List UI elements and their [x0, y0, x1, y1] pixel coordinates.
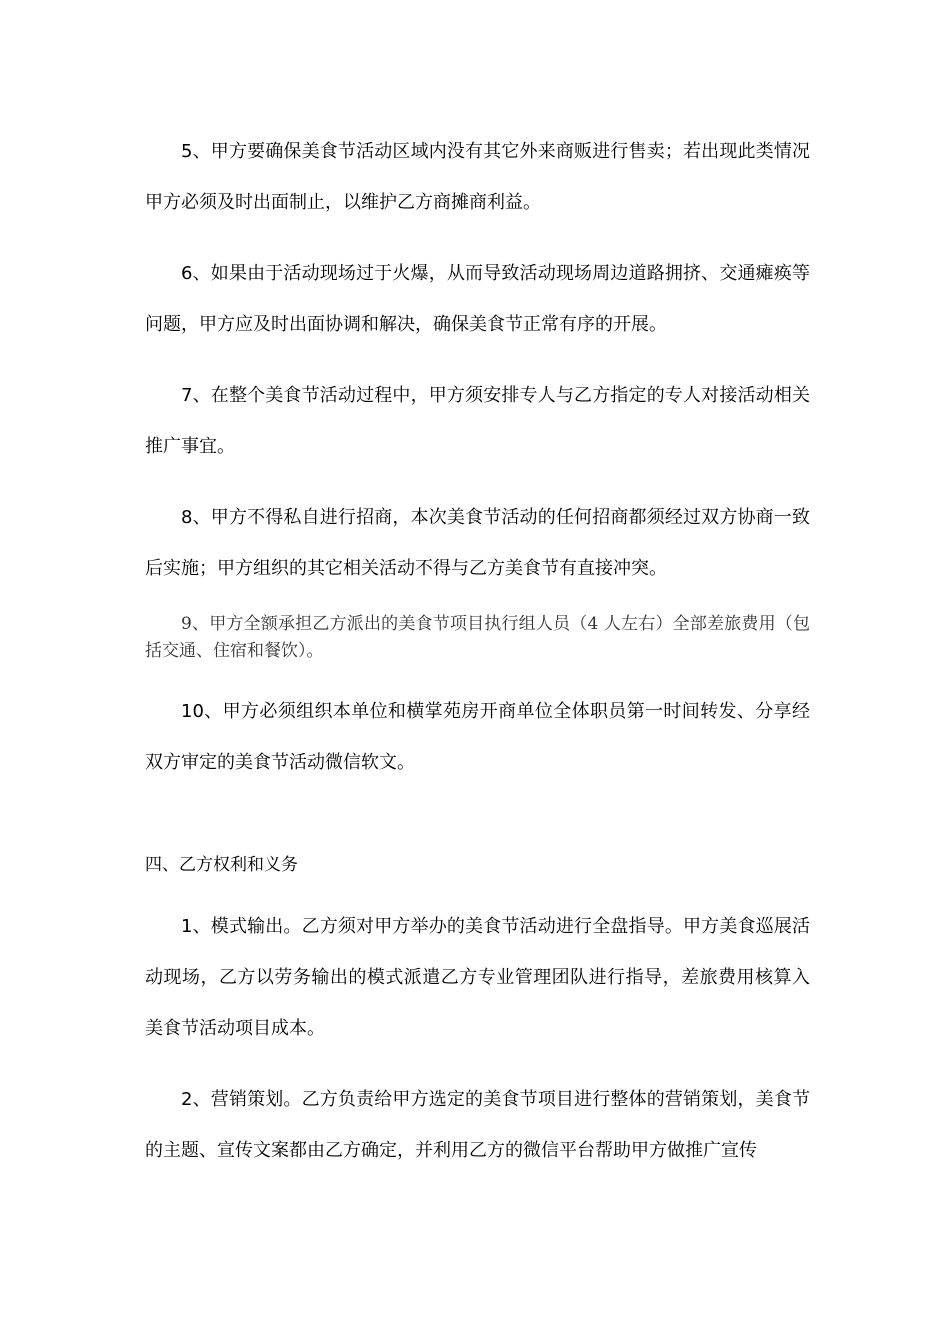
paragraph-text: 5、甲方要确保美食节活动区域内没有其它外来商贩进行售卖；若出现此类情况甲方必须及时出面制止，以维护乙方商摊商利益。	[145, 141, 810, 213]
paragraph-item-8	[145, 492, 810, 594]
section-heading: 四、乙方权利和义务	[145, 855, 298, 875]
paragraph-item-10	[145, 686, 810, 788]
paragraph-item-b1	[145, 901, 810, 1054]
paragraph-item-5	[145, 126, 810, 228]
paragraph-item-9	[145, 611, 810, 665]
paragraph-text: 8、甲方不得私自进行招商，本次美食节活动的任何招商都须经过双方协商一致后实施；甲方组织的其它相关活动不得与乙方美食节有直接冲突。	[145, 507, 810, 579]
paragraph-text: 2、营销策划。乙方负责给甲方选定的美食节项目进行整体的营销策划，美食节的主题、宣传文案都由乙方确定，并利用乙方的微信平台帮助甲方做推广宣传	[145, 1089, 810, 1161]
paragraph-item-b2	[145, 1074, 810, 1176]
paragraph-text: 6、如果由于活动现场过于火爆，从而导致活动现场周边道路拥挤、交通瘫痪等问题，甲方应及时出面协调和解决，确保美食节正常有序的开展。	[145, 263, 810, 335]
paragraph-text: 9、甲方全额承担乙方派出的美食节项目执行组人员（4 人左右）全部差旅费用（包括交通、住宿和餐饮）。	[145, 614, 810, 661]
paragraph-text: 1、模式输出。乙方须对甲方举办的美食节活动进行全盘指导。甲方美食巡展活动现场，乙方以劳务输出的模式派遣乙方专业管理团队进行指导，差旅费用核算入美食节活动项目成本。	[145, 916, 810, 1039]
paragraph-text: 10、甲方必须组织本单位和横掌苑房开商单位全体职员第一时间转发、分享经双方审定的美食节活动微信软文。	[145, 701, 810, 773]
paragraph-item-7	[145, 370, 810, 472]
paragraph-text: 7、在整个美食节活动过程中，甲方须安排专人与乙方指定的专人对接活动相关推广事宜。	[145, 385, 810, 457]
paragraph-item-6	[145, 248, 810, 350]
